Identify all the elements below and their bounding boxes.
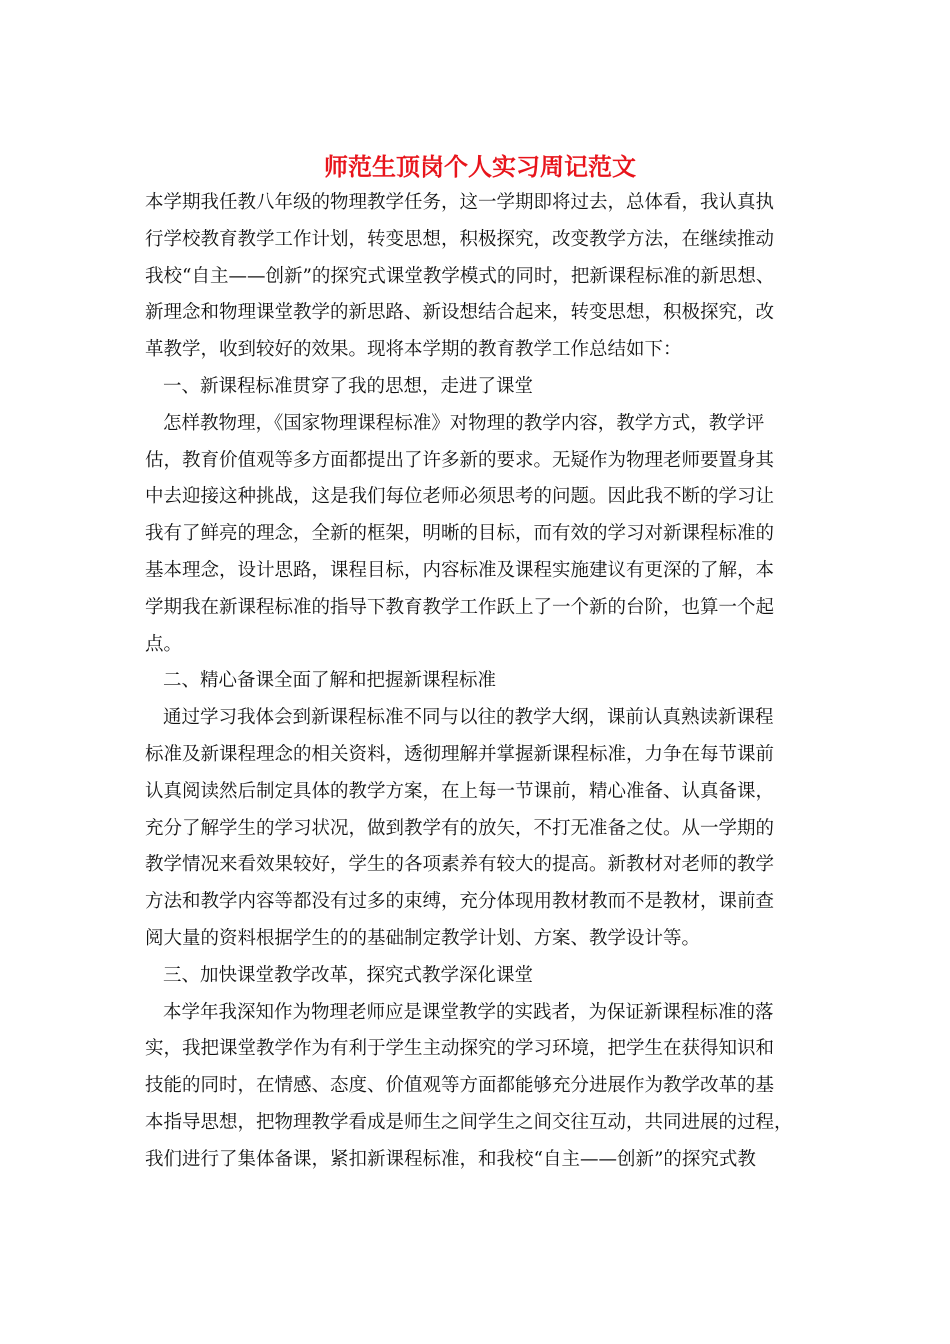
text-line: 基本理念，设计思路，课程目标，内容标准及课程实施建议有更深的了解，本 — [145, 559, 775, 581]
document-page — [145, 150, 805, 1179]
text-line: 阅大量的资料根据学生的的基础制定教学计划、方案、教学设计等。 — [145, 927, 701, 949]
text-line: 方法和教学内容等都没有过多的束缚，充分体现用教材教而不是教材，课前查 — [145, 891, 775, 913]
text-line: 行学校教育教学工作计划，转变思想，积极探究，改变教学方法，在继续推动 — [145, 228, 775, 250]
text-line: 教学情况来看效果较好，学生的各项素养有较大的提高。新教材对老师的教学 — [145, 854, 775, 876]
text-line: 充分了解学生的学习状况，做到教学有的放矢，不打无准备之仗。从一学期的 — [145, 817, 775, 839]
document-title: 师范生顶岗个人实习周记范文 — [324, 152, 636, 181]
document-body — [145, 185, 805, 1179]
text-line: 一、新课程标准贯穿了我的思想，走进了课堂 — [163, 375, 534, 397]
text-line: 本学期我任教八年级的物理教学任务，这一学期即将过去，总体看，我认真执 — [145, 192, 775, 213]
text-line: 革教学，收到较好的效果。现将本学期的教育教学工作总结如下： — [145, 339, 682, 361]
text-line: 标准及新课程理念的相关资料，透彻理解并掌握新课程标准，力争在每节课前 — [145, 743, 775, 765]
text-line: 三、加快课堂教学改革，探究式教学深化课堂 — [163, 964, 534, 986]
text-line: 学期我在新课程标准的指导下教育教学工作跃上了一个新的台阶，也算一个起 — [145, 596, 775, 618]
text-line: 我们进行了集体备课，紧扣新课程标准，和我校“自主——创新”的探究式教 — [145, 1148, 756, 1170]
text-line: 我校“自主——创新”的探究式课堂教学模式的同时，把新课程标准的新思想、 — [145, 265, 775, 287]
text-line: 实，我把课堂教学作为有利于学生主动探究的学习环境，把学生在获得知识和 — [145, 1038, 775, 1060]
text-line: 新理念和物理课堂教学的新思路、新设想结合起来，转变思想，积极探究，改 — [145, 302, 775, 324]
text-line: 估，教育价值观等多方面都提出了许多新的要求。无疑作为物理老师要置身其 — [145, 449, 775, 471]
text-line: 本学年我深知作为物理老师应是课堂教学的实践者，为保证新课程标准的落 — [163, 1001, 774, 1023]
text-line: 二、精心备课全面了解和把握新课程标准 — [163, 670, 497, 692]
text-line: 技能的同时，在情感、态度、价值观等方面都能够充分进展作为教学改革的基 — [145, 1075, 775, 1097]
text-line: 中去迎接这种挑战，这是我们每位老师必须思考的问题。因此我不断的学习让 — [145, 486, 775, 508]
text-line: 点。 — [145, 633, 183, 655]
text-line: 通过学习我体会到新课程标准不同与以往的教学大纲，课前认真熟读新课程 — [163, 707, 774, 729]
text-line: 本指导思想，把物理教学看成是师生之间学生之间交往互动，共同进展的过程， — [145, 1111, 793, 1133]
text-line: 怎样教物理，《国家物理课程标准》对物理的教学内容，教学方式，教学评 — [163, 412, 765, 434]
text-line: 认真阅读然后制定具体的教学方案，在上每一节课前，精心准备、认真备课， — [145, 780, 775, 802]
text-line: 我有了鲜亮的理念，全新的框架，明晰的目标，而有效的学习对新课程标准的 — [145, 523, 775, 545]
